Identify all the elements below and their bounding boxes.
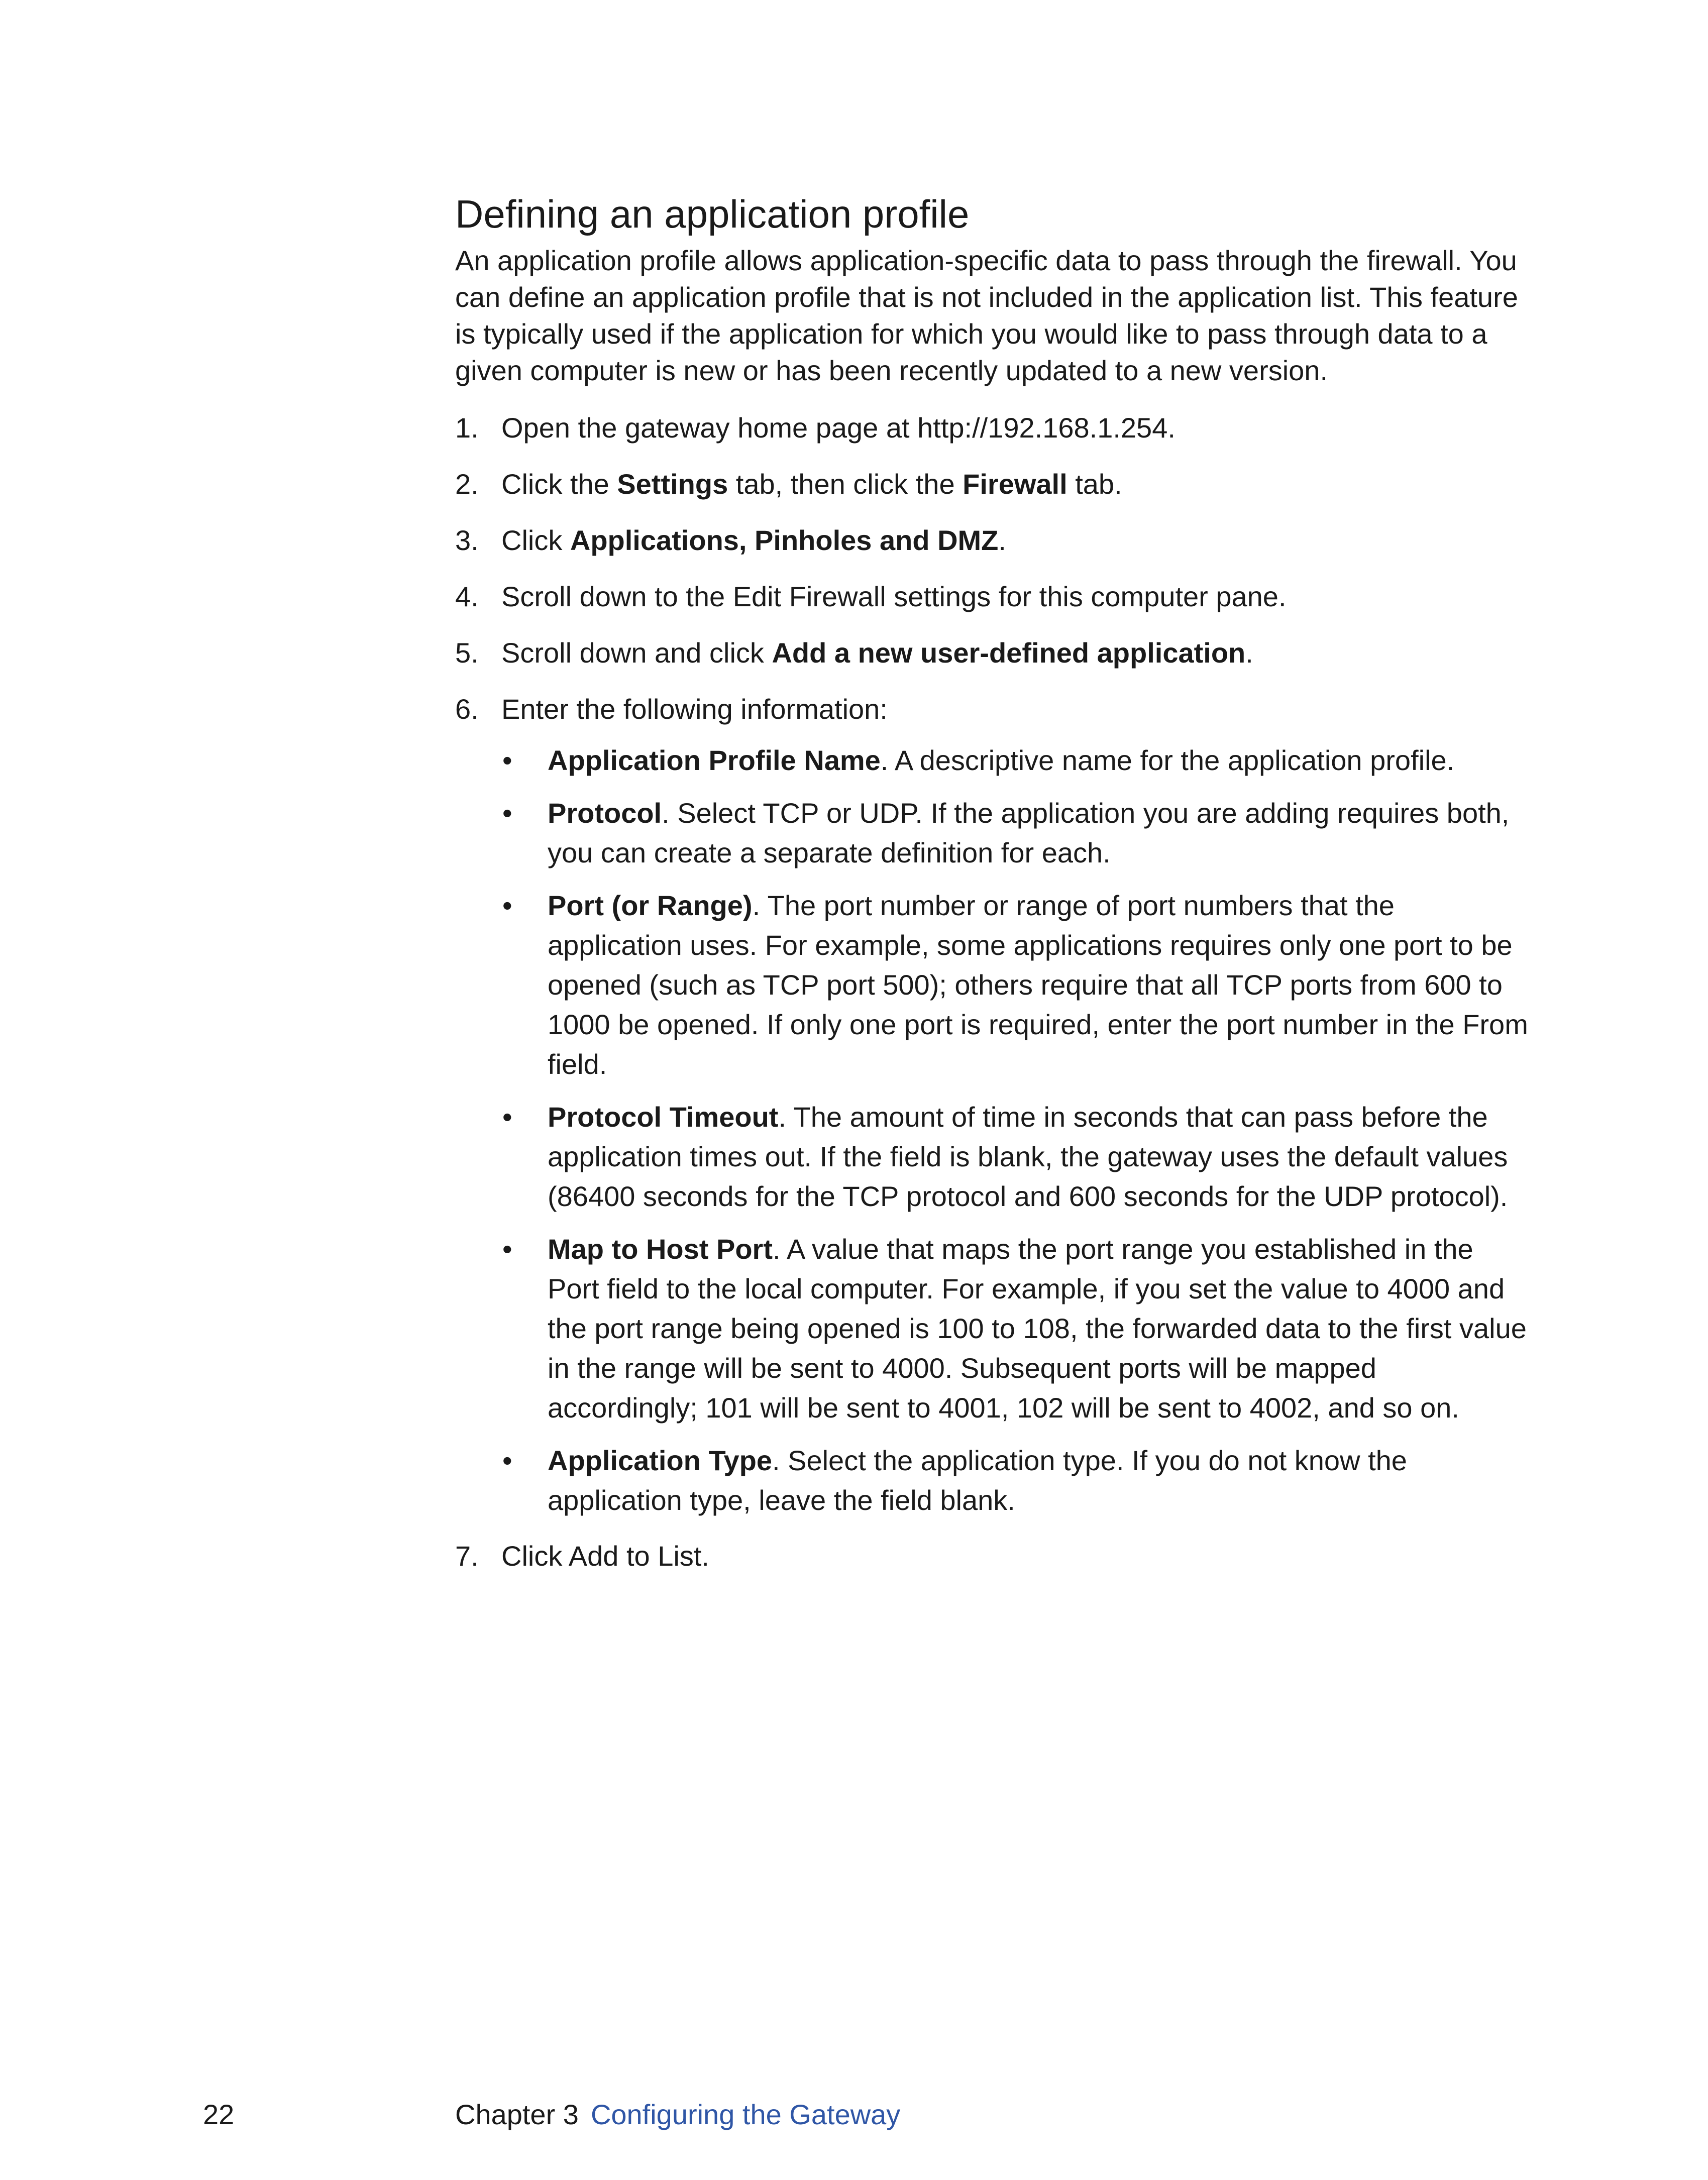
step-6: [455, 689, 1530, 1520]
settings-tab-label: Settings: [617, 468, 728, 500]
bullet-icon: •: [502, 744, 512, 776]
field-item-map-to-host-port: [501, 1229, 1530, 1428]
chapter-reference: [455, 2092, 900, 2137]
field-description: . A descriptive name for the application profile.: [880, 744, 1455, 776]
field-item-application-profile-name: [501, 740, 1530, 780]
field-description: . Select the application type. If you do not know the application type, leave the field blank.: [548, 1445, 1407, 1516]
field-item-protocol-timeout: [501, 1097, 1530, 1216]
step-number: 4.: [455, 581, 479, 612]
step-text: tab, then click the: [728, 468, 963, 500]
chapter-title-link[interactable]: Configuring the Gateway: [590, 2099, 901, 2130]
bullet-icon: •: [502, 1445, 512, 1476]
step-text: .: [1245, 637, 1253, 669]
step-2: [455, 464, 1530, 504]
step-text: Enter the following information:: [501, 693, 888, 725]
field-name: Application Profile Name: [548, 744, 881, 776]
add-application-link-label: Add a new user-defined application: [772, 637, 1246, 669]
step-number: 5.: [455, 637, 479, 669]
section-title: Defining an application profile: [455, 192, 970, 236]
field-name: Application Type: [548, 1445, 772, 1476]
step-text: Open the gateway home page at http://192.168.1.254.: [501, 412, 1176, 444]
field-name: Protocol: [548, 797, 662, 829]
step-text: tab.: [1067, 468, 1122, 500]
step-3: [455, 520, 1530, 561]
field-name: Map to Host Port: [548, 1233, 773, 1265]
firewall-tab-label: Firewall: [963, 468, 1068, 500]
step-number: 1.: [455, 412, 479, 444]
field-name: Protocol Timeout: [548, 1101, 779, 1133]
field-name: Port (or Range): [548, 890, 753, 921]
step-1: [455, 408, 1530, 448]
step-number: 7.: [455, 1540, 479, 1572]
field-list: [501, 740, 1530, 1520]
step-text: .: [998, 524, 1006, 556]
step-text: Click Add to List.: [501, 1540, 709, 1572]
chapter-label: Chapter 3: [455, 2099, 579, 2130]
step-4: [455, 577, 1530, 617]
step-text: Scroll down and click: [501, 637, 772, 669]
intro-paragraph: An application profile allows application-specific data to pass through the firewall. You can define an application profile that is not included in the application list. This feature is typically used if the application for which you would like to pass through data to a given computer is new or has been recently updated to a new version.: [455, 245, 1518, 386]
step-5: [455, 633, 1530, 673]
bullet-icon: •: [502, 1233, 512, 1265]
page-footer: [0, 2092, 1708, 2137]
steps-list: [455, 408, 1530, 1576]
applications-link-label: Applications, Pinholes and DMZ: [570, 524, 999, 556]
page-number: 22: [203, 2099, 235, 2130]
field-description: . The amount of time in seconds that can pass before the application times out. If the field is blank, the gateway uses the default values (86400 seconds for the TCP protocol and 600 seconds for the UDP protocol).: [548, 1101, 1508, 1212]
field-item-application-type: [501, 1441, 1530, 1520]
step-text: Click: [501, 524, 570, 556]
field-description: . Select TCP or UDP. If the application you are adding requires both, you can create a separate definition for each.: [548, 797, 1510, 868]
field-description: . The port number or range of port numbers that the application uses. For example, some applications requires only one port to be opened (such as TCP port 500); others require that all TCP ports from 600 to 1000 be opened. If only one port is required, enter the port number in the From field.: [548, 890, 1528, 1080]
field-item-protocol: [501, 793, 1530, 873]
step-text: Scroll down to the Edit Firewall settings for this computer pane.: [501, 581, 1287, 612]
bullet-icon: •: [502, 1101, 512, 1133]
field-description: . A value that maps the port range you established in the Port field to the local computer. For example, if you set the value to 4000 and the port range being opened is 100 to 108, the forwarded data to the first value in the range will be sent to 4000. Subsequent ports will be mapped accordingly; 101 will be sent to 4001, 102 will be sent to 4002, and so on.: [548, 1233, 1527, 1424]
step-number: 3.: [455, 524, 479, 556]
document-body: [455, 190, 1530, 1592]
bullet-icon: •: [502, 797, 512, 829]
field-item-port-range: [501, 886, 1530, 1084]
step-number: 2.: [455, 468, 479, 500]
step-text: Click the: [501, 468, 617, 500]
step-number: 6.: [455, 693, 479, 725]
bullet-icon: •: [502, 890, 512, 921]
step-7: [455, 1536, 1530, 1576]
